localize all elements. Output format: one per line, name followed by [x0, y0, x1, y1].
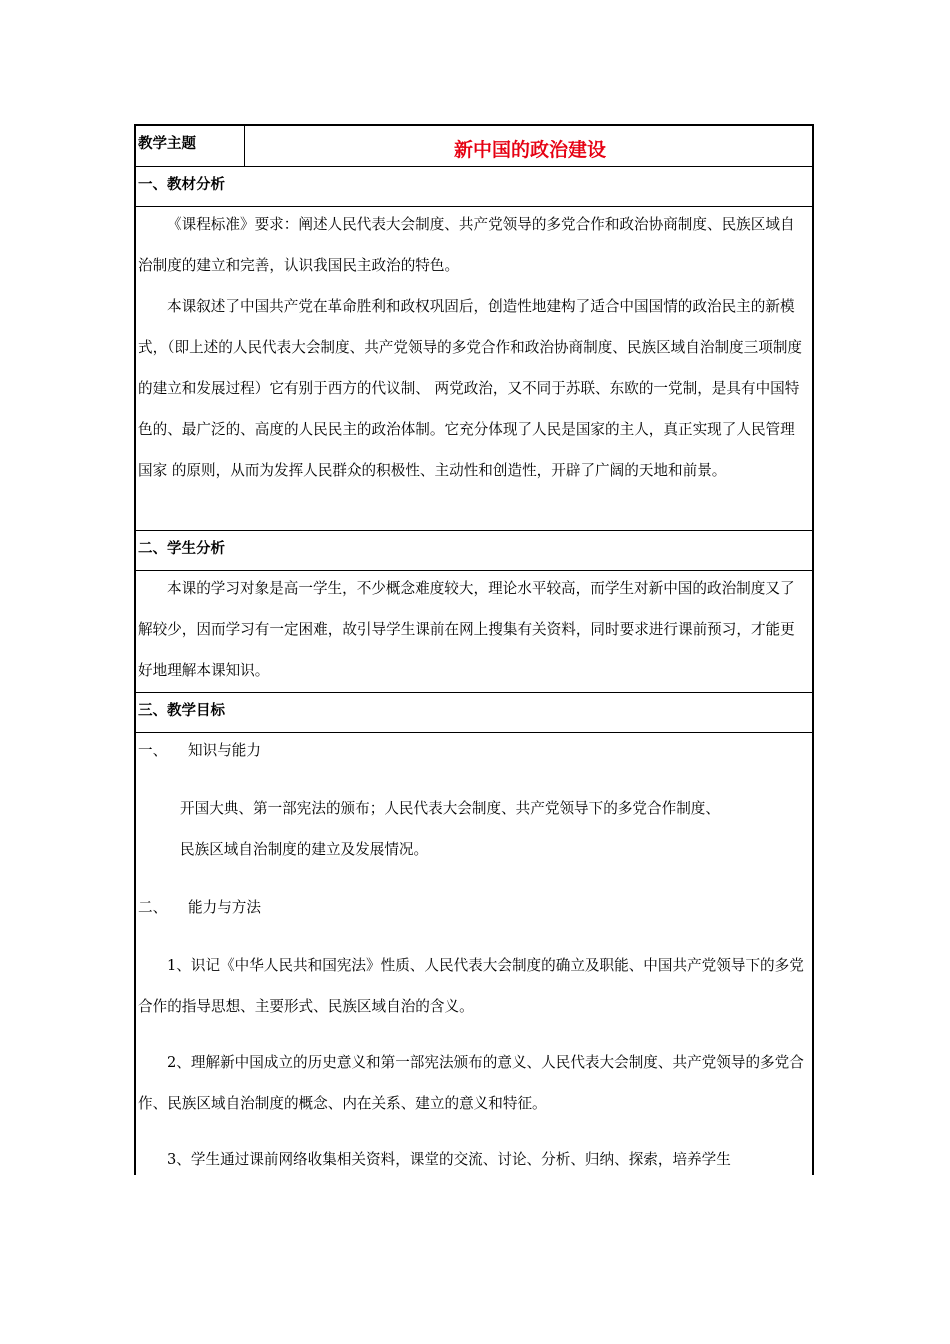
- goal-text: 民族区域自治制度的建立及发展情况。: [180, 841, 429, 858]
- section-heading: 三、教学目标: [138, 703, 225, 719]
- section-heading-row: [136, 693, 812, 733]
- section-heading-row: [136, 531, 812, 571]
- textbook-analysis-cell: [136, 207, 812, 531]
- page-title: 新中国的政治建设: [453, 139, 606, 161]
- section-heading-row: [136, 167, 812, 207]
- goal-number: 二、: [138, 899, 168, 916]
- section-heading: 一、教材分析: [138, 177, 225, 193]
- student-analysis-cell: [136, 571, 812, 693]
- goal-item: 3、学生通过课前网络收集相关资料，课堂的交流、讨论、分析、归纳、探索，培养学生: [167, 1151, 731, 1168]
- goal-title: 知识与能力: [188, 742, 261, 759]
- goal-item: 1、识记《中华人民共和国宪法》性质、人民代表大会制度的确立及职能、中国共产党领导下的多党合作的指导思想、主要形式、民族区域自治的含义。: [138, 957, 804, 1015]
- goal-number: 一、: [138, 742, 168, 759]
- paragraph: 本课叙述了中国共产党在革命胜利和政权巩固后，创造性地建构了适合中国国情的政治民主的新模式，（即上述的人民代表大会制度、共产党领导的多党合作和政治协商制度、民族区域自治制度三项制度的建立和发展过程）它有别于西方的代议制、 两党政治，又不同于苏联、东欧的一党制，是具有中国特色的、最广泛的、高度的人民民主的政治体制。它充分体现了人民是国家的主人，真正实现了人民管理国家 的原则，从而为发挥人民群众的积极性、主动性和创造性，开辟了广阔的天地和前景。: [138, 298, 803, 479]
- goal-item: 2、理解新中国成立的历史意义和第一部宪法颁布的意义、人民代表大会制度、共产党领导的多党合作、民族区域自治制度的概念、内在关系、建立的意义和特征。: [138, 1054, 804, 1112]
- section-heading: 二、学生分析: [138, 541, 225, 557]
- lesson-plan-table: [134, 124, 814, 1175]
- paragraph: 《课程标准》要求：阐述人民代表大会制度、共产党领导的多党合作和政治协商制度、民族区域自治制度的建立和完善，认识我国民主政治的特色。: [138, 216, 795, 274]
- paragraph: 本课的学习对象是高一学生，不少概念难度较大，理论水平较高，而学生对新中国的政治制度又了解较少，因而学习有一定困难，故引导学生课前在网上搜集有关资料，同时要求进行课前预习，才能更好地理解本课知识。: [138, 580, 795, 679]
- title-row: [136, 126, 812, 167]
- goal-text: 开国大典、第一部宪法的颁布；人民代表大会制度、共产党领导下的多党合作制度、: [180, 800, 720, 817]
- topic-label: 教学主题: [136, 126, 245, 166]
- goal-title: 能力与方法: [188, 899, 261, 916]
- teaching-goals-cell: [136, 733, 812, 1183]
